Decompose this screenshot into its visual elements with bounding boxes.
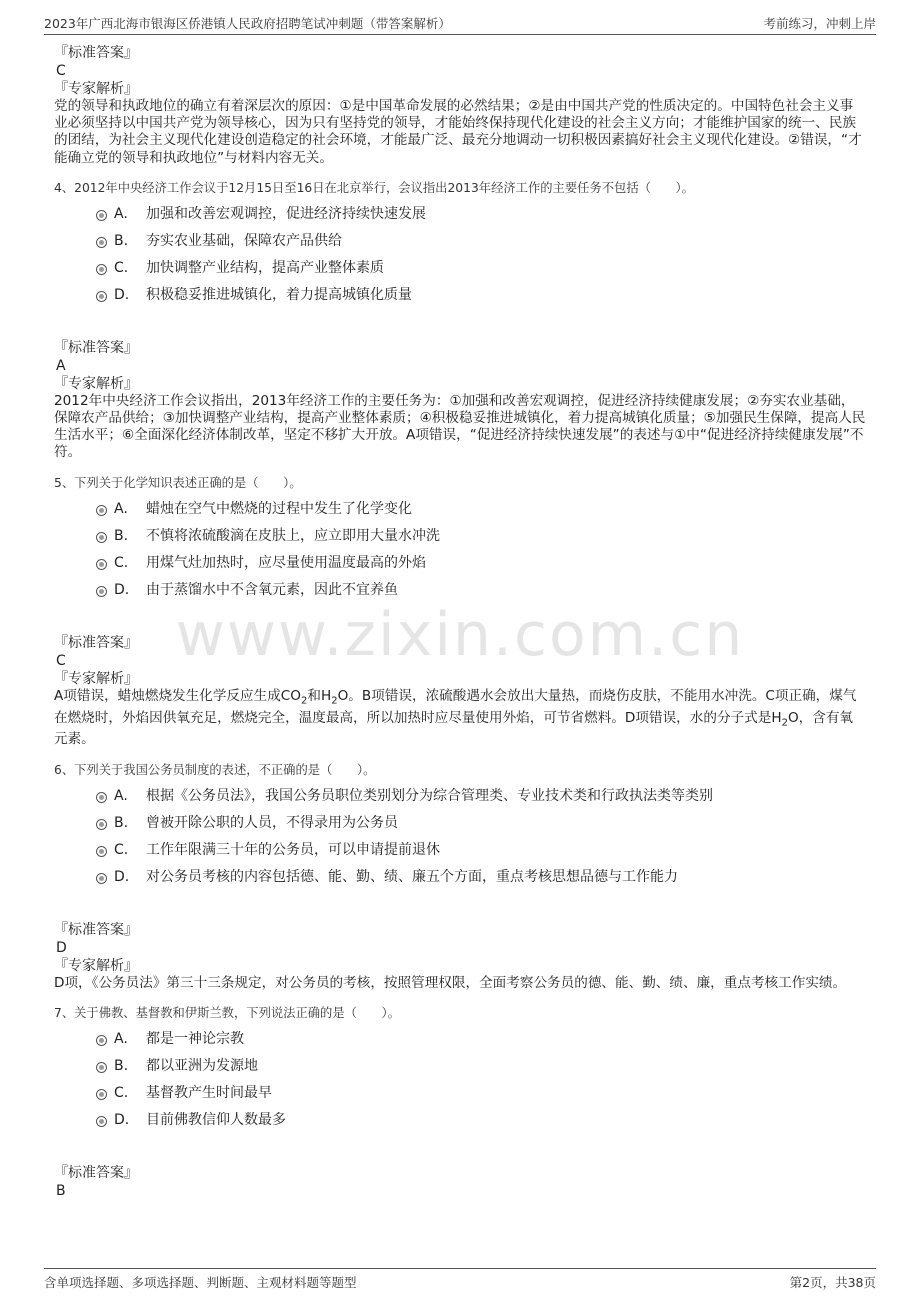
option-letter: C. [114,1084,129,1101]
option-text: 都是一神论宗教 [146,1030,244,1047]
header-slogan: 考前练习，冲刺上岸 [763,16,876,31]
option-a[interactable] [54,783,866,810]
option-letter: D. [114,868,130,885]
analysis-part: A项错误，蜡烛燃烧发生化学反应生成CO [54,687,301,704]
option-text: 由于蒸馏水中不含氧元素，因此不宜养鱼 [146,581,398,598]
options-list [54,783,866,891]
option-d[interactable] [54,282,866,309]
analysis-label: 『专家解析』 [54,375,138,392]
radio-icon[interactable] [96,559,107,570]
options-list [54,201,866,309]
option-text: 加快调整产业结构，提高产业整体素质 [146,259,384,276]
radio-icon[interactable] [96,846,107,857]
answer-label: 『标准答案』 [54,1164,138,1181]
page-mid: 页，共 [810,1275,848,1290]
answer-label: 『标准答案』 [54,634,138,651]
page-header [44,10,876,35]
answer-label: 『标准答案』 [54,921,138,938]
option-text: 工作年限满三十年的公务员，可以申请提前退休 [146,841,440,858]
question-5 [54,475,866,749]
radio-icon[interactable] [96,264,107,275]
option-letter: A. [114,787,128,804]
radio-icon[interactable] [96,586,107,597]
option-letter: C. [114,841,129,858]
watermark: www.zixin.com.cn [175,600,745,670]
option-letter: D. [114,581,130,598]
answer-value: C [56,652,66,669]
radio-icon[interactable] [96,873,107,884]
option-b[interactable] [54,523,866,550]
option-text: 根据《公务员法》，我国公务员职位类别划分为综合管理类、专业技术类和行政执法类等类别 [146,787,713,804]
option-letter: A. [114,500,128,517]
radio-icon[interactable] [96,1089,107,1100]
page-suffix: 页 [863,1275,876,1290]
analysis-label: 『专家解析』 [54,670,138,687]
question-text: 5、下列关于化学知识表述正确的是（ ）。 [54,475,302,490]
radio-icon[interactable] [96,505,107,516]
answer-label: 『标准答案』 [54,45,138,61]
analysis-part: 和H [307,687,332,704]
option-b[interactable] [54,228,866,255]
page-prefix: 第 [789,1275,803,1290]
option-c[interactable] [54,255,866,282]
option-text: 夯实农业基础，保障农产品供给 [146,232,342,249]
page-number [790,1273,876,1291]
answer-value: A [56,357,66,374]
option-letter: C. [114,259,129,276]
option-text: 加强和改善宏观调控，促进经济持续快速发展 [146,205,426,222]
option-c[interactable] [54,550,866,577]
option-letter: B. [114,232,129,249]
radio-icon[interactable] [96,532,107,543]
current-page: 2 [802,1275,811,1290]
option-letter: D. [114,1111,130,1128]
analysis-text: D项，《公务员法》第三十三条规定，对公务员的考核，按照管理权限，全面考察公务员的德、能、勤、绩、廉，重点考核工作实绩。 [54,974,847,991]
total-pages: 38 [847,1275,864,1290]
option-text: 对公务员考核的内容包括德、能、勤、绩、廉五个方面，重点考核思想品德与工作能力 [146,868,678,885]
option-text: 都以亚洲为发源地 [146,1057,258,1074]
subscript: 2 [331,695,338,707]
option-text: 用煤气灶加热时，应尽量使用温度最高的外焰 [146,554,426,571]
option-a[interactable] [54,201,866,228]
question-4 [54,180,866,462]
radio-icon[interactable] [96,1035,107,1046]
page-footer [44,1268,876,1293]
radio-icon[interactable] [96,819,107,830]
question-text: 4、2012年中央经济工作会议于12月15日至16日在北京举行，会议指出2013年经济工作的主要任务不包括（ ）。 [54,180,694,195]
option-a[interactable] [54,496,866,523]
question-text: 6、下列关于我国公务员制度的表述，不正确的是（ ）。 [54,762,376,777]
option-letter: B. [114,1057,129,1074]
option-d[interactable] [54,864,866,891]
option-text: 蜡烛在空气中燃烧的过程中发生了化学变化 [146,500,412,517]
radio-icon[interactable] [96,792,107,803]
question-7 [54,1005,866,1200]
option-letter: C. [114,554,129,571]
footer-note: 含单项选择题、多项选择题、判断题、主观材料题等题型 [44,1275,357,1290]
option-d[interactable] [54,577,866,604]
option-text: 曾被开除公职的人员，不得录用为公务员 [146,814,398,831]
answer-value: C [56,63,66,79]
answer-block-3 [54,44,866,167]
option-text: 积极稳妥推进城镇化，着力提高城镇化质量 [146,286,412,303]
radio-icon[interactable] [96,291,107,302]
analysis-label: 『专家解析』 [54,957,138,974]
option-text: 不慎将浓硫酸滴在皮肤上，应立即用大量水冲洗 [146,527,440,544]
analysis-text: 2012年中央经济工作会议指出，2013年经济工作的主要任务为：①加强和改善宏观调控，促进经济持续健康发展；②夯实农业基础，保障农产品供给；③加快调整产业结构，提高产业整体素质；④积极稳妥推进城镇化，着力提高城镇化质量；⑤加强民生保障，提高人民生活水平；⑥全面深化经济体制改革，坚定不移扩大开放。A项错误，“促进经济持续快速发展”的表述与①中“促进经济持续健康发展”不符。 [54,392,866,461]
analysis-text: 党的领导和执政地位的确立有着深层次的原因：①是中国革命发展的必然结果；②是由中国共产党的性质决定的。中国特色社会主义事业必须坚持以中国共产党为领导核心，因为只有坚持党的领导，才能始终保持现代化建设的社会主义方向；才能维护国家的统一、民族的团结，为社会主义现代化建设创造稳定的社会环境，才能最广泛、最充分地调动一切积极因素搞好社会主义现代化建设。②错误，“才能确立党的领导和执政地位”与材料内容无关。 [54,98,862,166]
subscript: 2 [781,717,788,729]
answer-value: B [56,1182,66,1199]
analysis-part: O，含有氧元素。 [54,709,854,748]
subscript: 2 [301,695,308,707]
radio-icon[interactable] [96,210,107,221]
radio-icon[interactable] [96,237,107,248]
option-letter: D. [114,286,130,303]
option-letter: A. [114,1030,128,1047]
question-6 [54,762,866,992]
option-b[interactable] [54,810,866,837]
question-text: 7、关于佛教、基督教和伊斯兰教，下列说法正确的是（ ）。 [54,1005,400,1020]
option-c[interactable] [54,1080,866,1107]
document-title: 2023年广西北海市银海区侨港镇人民政府招聘笔试冲刺题（带答案解析） [44,16,451,31]
option-letter: A. [114,205,128,222]
option-b[interactable] [54,1053,866,1080]
analysis-text [54,688,866,749]
analysis-label: 『专家解析』 [54,81,138,97]
option-letter: B. [114,527,129,544]
radio-icon[interactable] [96,1062,107,1073]
page-content [54,44,866,1200]
answer-label: 『标准答案』 [54,339,138,356]
option-c[interactable] [54,837,866,864]
options-list [54,1026,866,1134]
option-text: 基督教产生时间最早 [146,1084,272,1101]
radio-icon[interactable] [96,1116,107,1127]
option-a[interactable] [54,1026,866,1053]
option-d[interactable] [54,1107,866,1134]
answer-value: D [56,939,67,956]
option-text: 目前佛教信仰人数最多 [146,1111,286,1128]
options-list [54,496,866,604]
analysis-part: O。B项错误，浓硫酸遇水会放出大量热，而烧伤皮肤，不能用水冲洗。C项正确，煤气在燃烧时，外焰因供氧充足，燃烧完全，温度最高，所以加热时应尽量使用外焰，可节省燃料。D项错误，水的分子式是H [54,687,857,726]
option-letter: B. [114,814,129,831]
